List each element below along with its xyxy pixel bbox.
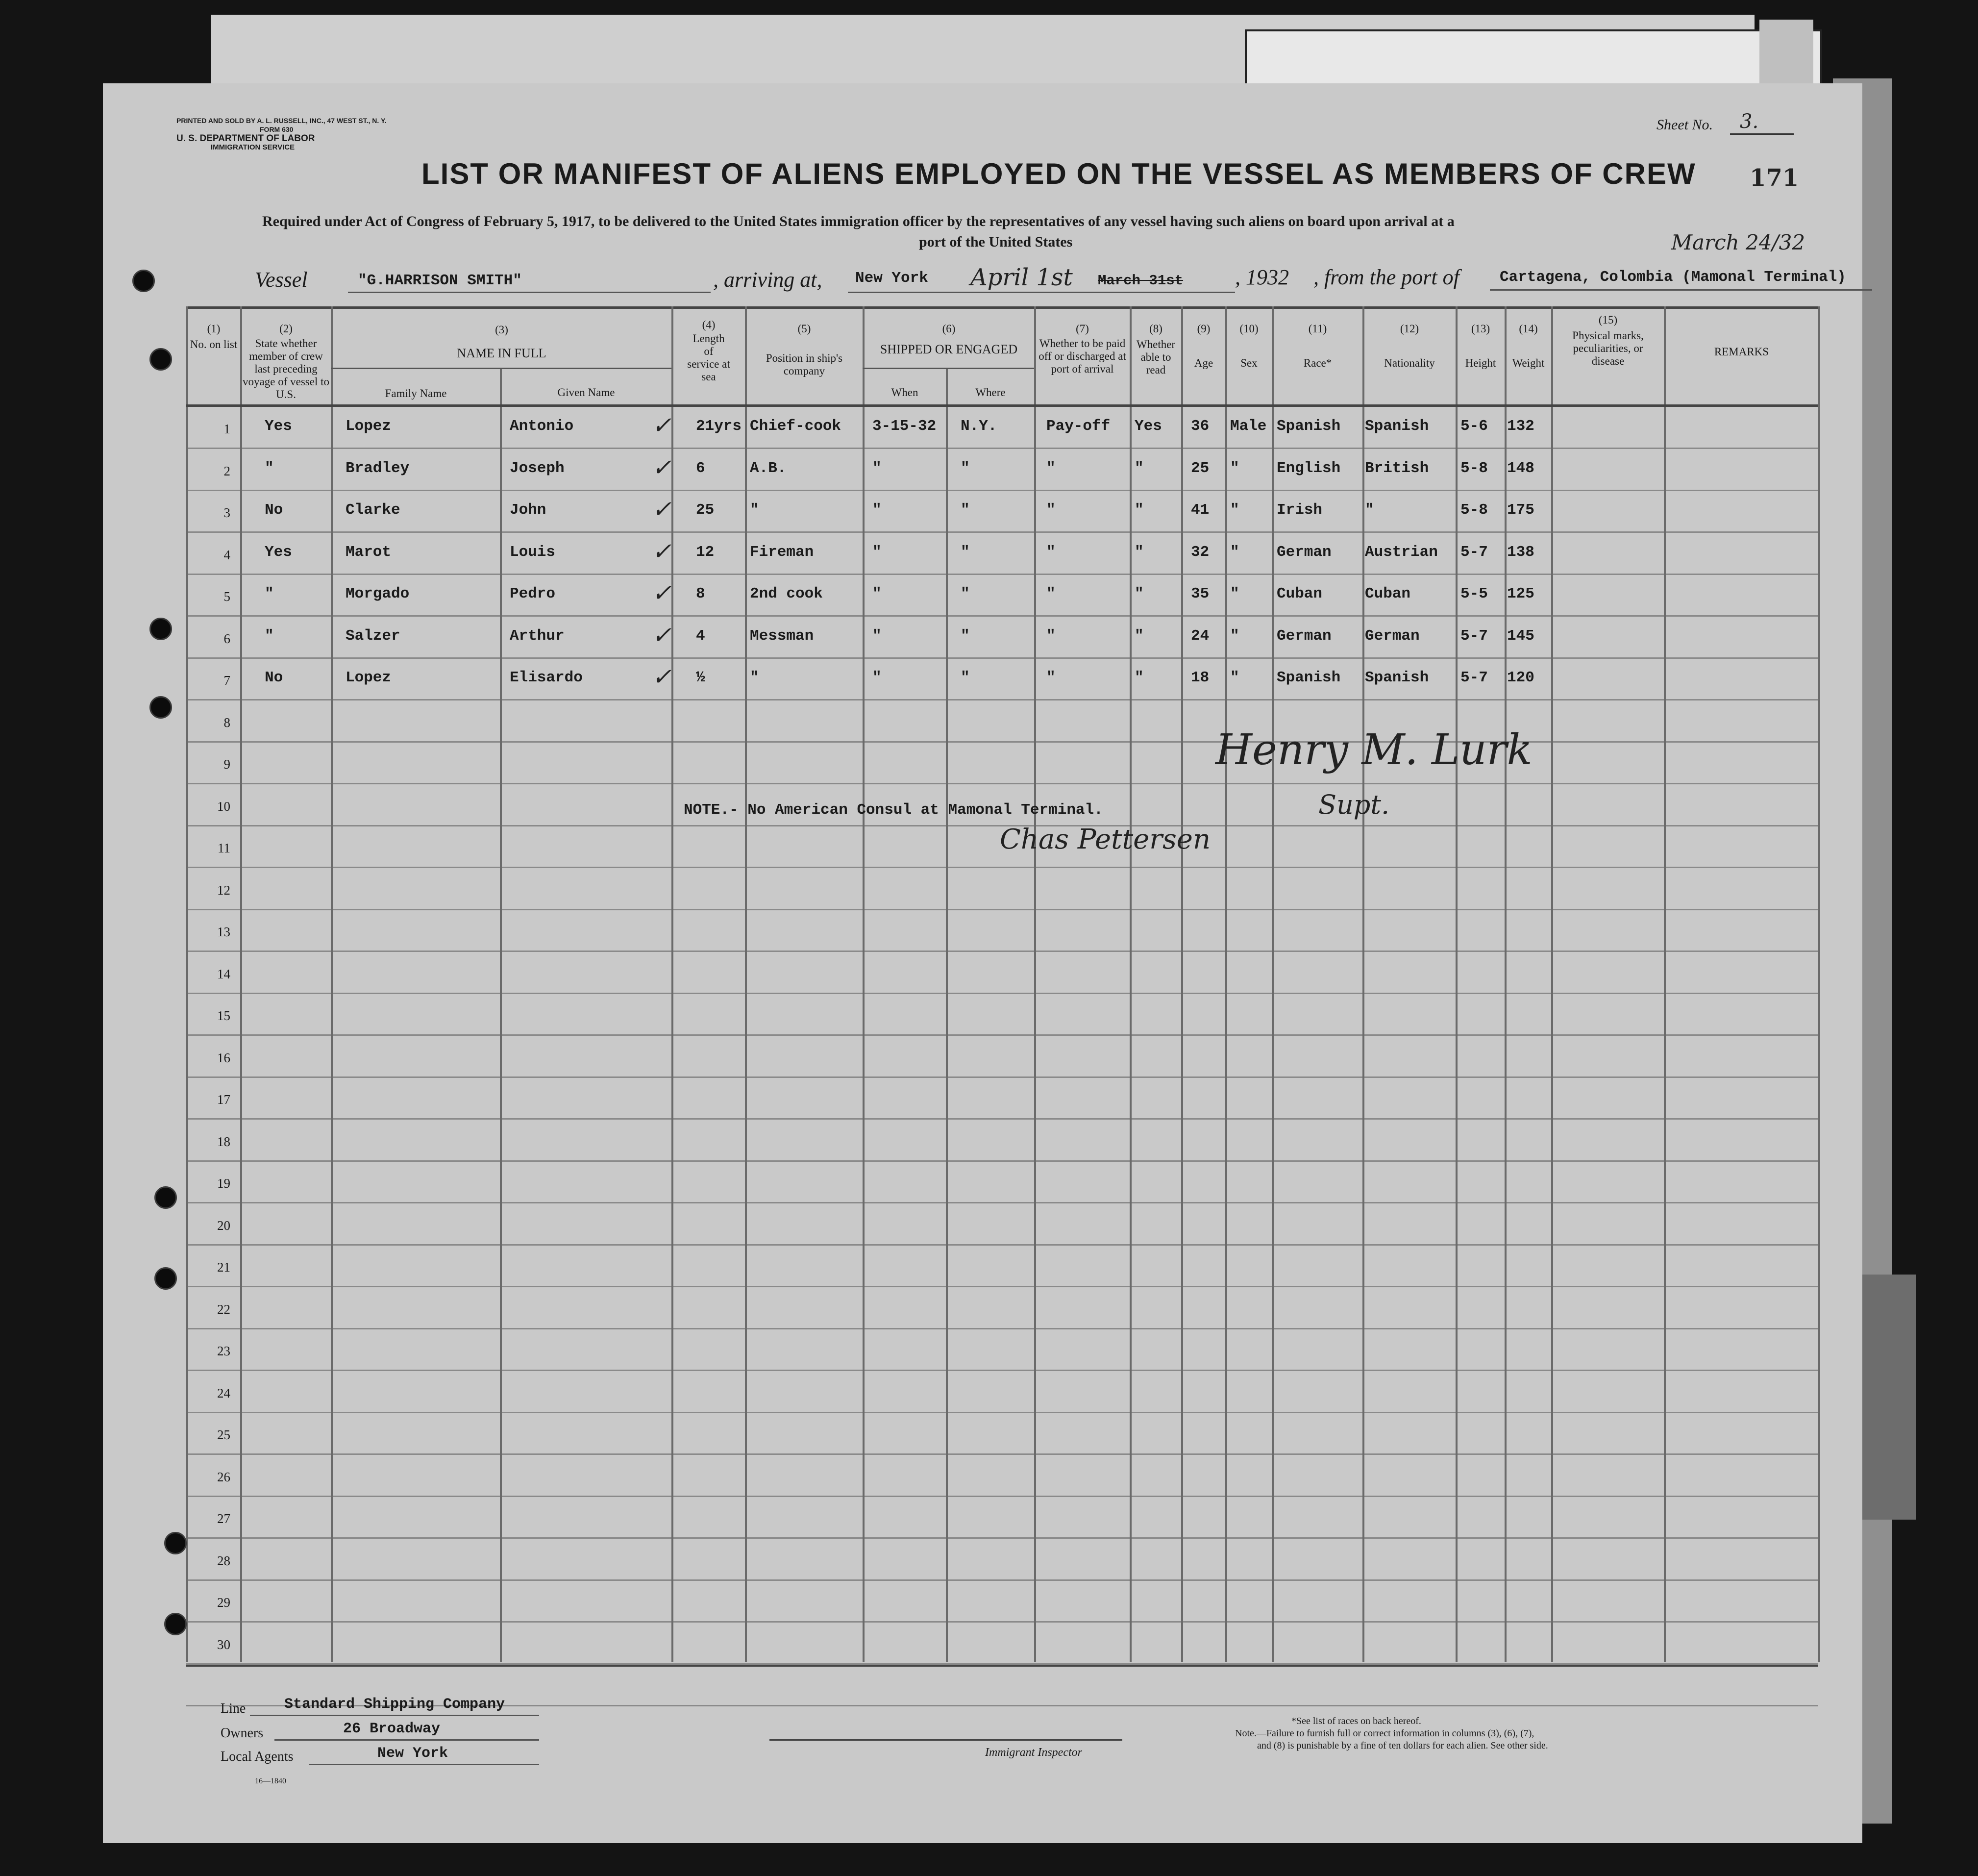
row-number: 3 [223,505,230,520]
row-rule [186,1412,1818,1413]
col11-number: (11) [1308,323,1327,335]
crew-nationality: Cuban [1365,585,1411,602]
crew-position: " [750,501,759,519]
col14-number: (14) [1519,323,1538,335]
department-name: U. S. DEPARTMENT OF LABOR [176,133,315,144]
table-right-border [1818,306,1820,1662]
row-rule [186,1244,1818,1246]
row-number: 1 [223,422,230,436]
vessel-name-underline [348,292,711,293]
col3-header: NAME IN FULL [457,346,546,360]
row-number: 27 [217,1511,230,1526]
col7-header: Whether to be paid off or discharged at port of arrival [1038,337,1126,375]
crew-position: Fireman [750,543,814,561]
row-number: 26 [217,1469,230,1484]
col11-header: Race* [1303,357,1332,369]
sheet-number-value: 3. [1740,110,1759,133]
crew-previous-voyage: " [265,627,274,645]
crew-weight: 175 [1507,501,1534,519]
col6-when-header: When [891,386,918,399]
column-divider-12 [1456,306,1458,1662]
row-number: 5 [223,589,230,604]
row-rule [186,615,1818,617]
crew-weight: 120 [1507,669,1534,686]
underlying-sheet-corner [1759,20,1813,83]
row-rule [186,993,1818,994]
crew-nationality: Austrian [1365,543,1438,561]
crew-shipped-where: " [961,459,970,477]
row-number: 14 [217,966,230,981]
crew-family-name: Lopez [346,418,392,435]
owners-underline [274,1739,539,1741]
crew-race: English [1277,459,1341,477]
inspector-signature: Chas Pettersen [1000,824,1211,855]
row-number: 24 [217,1385,230,1401]
column-divider-10 [1272,306,1274,1662]
crew-pay-off: " [1046,543,1056,561]
handwritten-date: March 24/32 [1671,230,1805,254]
row-rule [186,1621,1818,1623]
column-divider-15 [1664,306,1666,1662]
crew-sex: Male [1230,418,1267,435]
crew-height: 5-5 [1460,585,1488,602]
sheet-number-label: Sheet No. [1657,117,1713,133]
col7-number: (7) [1076,323,1089,335]
column-divider-3 [671,306,673,1662]
crew-shipped-where: N.Y. [961,418,997,435]
row-rule [186,490,1818,491]
row-rule [186,867,1818,868]
row-rule [186,531,1818,533]
crew-shipped-where: " [961,501,970,519]
row-number: 23 [217,1344,230,1358]
crew-service-length: 4 [696,627,705,645]
arriving-label: , arriving at, [713,268,822,292]
crew-given-name: Elisardo [510,669,583,686]
crew-age: 18 [1191,669,1210,686]
crew-age: 41 [1191,501,1210,519]
row-rule [186,699,1818,700]
row-rule [186,1537,1818,1539]
from-port-label: , from the port of [1313,265,1459,289]
row-number: 28 [217,1553,230,1568]
line-label: Line [221,1701,246,1716]
crew-age: 36 [1191,418,1210,435]
crew-service-length: ½ [696,669,705,686]
crew-able-to-read: " [1135,627,1144,645]
crew-family-name: Bradley [346,459,410,477]
column-divider-2 [331,306,333,1662]
crew-previous-voyage: No [265,669,283,686]
row-rule [186,1118,1818,1120]
row-number: 25 [217,1427,230,1442]
crew-previous-voyage: No [265,501,283,519]
crew-shipped-when: " [872,585,882,602]
column-divider-11 [1362,306,1364,1662]
arrival-year: , 1932 [1235,265,1289,289]
row-number: 13 [217,925,230,939]
page-number: 171 [1750,164,1799,192]
col4-header: Length of service at sea [687,332,730,383]
col15-number: (15) [1598,314,1618,326]
row-number: 15 [217,1008,230,1023]
arrival-date-struck: March 31st [1098,273,1184,289]
crew-height: 5-7 [1460,543,1488,561]
col12-number: (12) [1400,323,1419,335]
col10-number: (10) [1239,323,1259,335]
col3-family-header: Family Name [385,387,447,400]
crew-table [186,306,1818,1667]
crew-weight: 145 [1507,627,1534,645]
column-divider-3a [500,368,502,1662]
row-rule [186,951,1818,952]
crew-service-length: 6 [696,459,705,477]
crew-race: Cuban [1277,585,1323,602]
crew-family-name: Morgado [346,585,410,602]
crew-age: 35 [1191,585,1210,602]
col13-number: (13) [1471,323,1490,335]
crew-family-name: Lopez [346,669,392,686]
crew-service-length: 21yrs [696,418,742,435]
check-mark-icon: ✓ [652,412,672,439]
penalty-note-line-1: Note.—Failure to furnish full or correct information in columns (3), (6), (7), [1235,1728,1534,1739]
crew-given-name: Arthur [510,627,565,645]
crew-shipped-where: " [961,543,970,561]
crew-nationality: Spanish [1365,418,1429,435]
col1-number: (1) [207,323,221,335]
crew-age: 32 [1191,543,1210,561]
col5-header: Position in ship's company [766,352,843,377]
crew-shipped-where: " [961,669,970,686]
row-rule [186,909,1818,910]
crew-shipped-when: 3-15-32 [872,418,937,435]
from-port-underline [1490,289,1872,291]
consul-note: NOTE.- No American Consul at Mamonal Terminal. [684,801,1103,819]
agents-underline [309,1764,539,1765]
crew-pay-off: " [1046,501,1056,519]
col3-number: (3) [495,324,508,336]
race-note: *See list of races on back hereof. [1291,1716,1421,1726]
check-mark-icon: ✓ [652,621,672,649]
col10-header: Sex [1240,357,1258,369]
arriving-port: New York [855,270,928,287]
crew-height: 5-8 [1460,501,1488,519]
row-rule [186,1034,1818,1036]
crew-shipped-when: " [872,627,882,645]
master-signature: Henry M. Lurk [1215,725,1533,775]
crew-family-name: Salzer [346,627,400,645]
row-number: 6 [223,631,230,646]
col8-header: Whether able to read [1136,338,1176,376]
crew-height: 5-6 [1460,418,1488,435]
name-subheader-rule [331,368,671,369]
row-rule [186,448,1818,449]
master-title-signature: Supt. [1318,789,1390,820]
crew-sex: " [1230,585,1239,602]
crew-position: Messman [750,627,814,645]
col9-number: (9) [1197,323,1211,335]
vessel-name: "G.HARRISON SMITH" [358,272,522,289]
crew-sex: " [1230,669,1239,686]
crew-family-name: Clarke [346,501,400,519]
header-bottom-rule [186,404,1818,407]
arrival-date-underline [848,292,1235,293]
row-number: 10 [217,799,230,814]
crew-race: Spanish [1277,418,1341,435]
row-rule [186,1160,1818,1162]
form-subtitle-line-2: port of the United States [919,234,1073,250]
crew-sex: " [1230,543,1239,561]
binder-hole [149,618,172,640]
crew-previous-voyage: Yes [265,418,292,435]
row-rule [186,1370,1818,1371]
row-rule [186,1496,1818,1497]
crew-nationality: German [1365,627,1420,645]
form-title: LIST OR MANIFEST OF ALIENS EMPLOYED ON THE VESSEL AS MEMBERS OF CREW [421,157,1696,190]
column-divider-7 [1130,306,1132,1662]
printer-line: PRINTED AND SOLD BY A. L. RUSSELL, INC., 47 WEST ST., N. Y. [176,117,387,125]
crew-position: Chief-cook [750,418,841,435]
crew-able-to-read: " [1135,501,1144,519]
crew-position: " [750,669,759,686]
column-divider-13 [1505,306,1507,1662]
row-number: 21 [217,1260,230,1275]
crew-previous-voyage: " [265,459,274,477]
crew-pay-off: " [1046,585,1056,602]
crew-weight: 132 [1507,418,1534,435]
crew-position: 2nd cook [750,585,823,602]
crew-sex: " [1230,627,1239,645]
sheet-number-underline [1730,133,1794,135]
col1-header: No. on list [190,338,238,350]
crew-previous-voyage: Yes [265,543,292,561]
col9-header: Age [1194,357,1213,369]
crew-nationality: " [1365,501,1374,519]
column-divider-1 [240,306,242,1662]
owners-label: Owners [221,1726,264,1741]
inspector-label: Immigrant Inspector [985,1746,1082,1759]
crew-shipped-where: " [961,585,970,602]
crew-weight: 125 [1507,585,1534,602]
binder-hole [149,696,172,719]
binder-hole [164,1613,187,1635]
row-rule [186,741,1818,743]
crew-age: 24 [1191,627,1210,645]
crew-pay-off: " [1046,627,1056,645]
crew-given-name: Pedro [510,585,556,602]
row-number: 8 [223,715,230,730]
binder-hole [164,1532,187,1554]
remarks-header: REMARKS [1714,346,1769,358]
row-number: 11 [218,841,230,855]
column-divider-6a [946,368,948,1662]
col2-number: (2) [279,323,293,335]
crew-shipped-when: " [872,459,882,477]
col8-number: (8) [1149,323,1162,335]
crew-height: 5-7 [1460,669,1488,686]
crew-race: German [1277,627,1332,645]
crew-able-to-read: " [1135,669,1144,686]
crew-given-name: Louis [510,543,556,561]
crew-pay-off: Pay-off [1046,418,1111,435]
col6-header: SHIPPED OR ENGAGED [880,342,1018,356]
crew-weight: 148 [1507,459,1534,477]
crew-position: A.B. [750,459,787,477]
crew-shipped-when: " [872,669,882,686]
row-number: 7 [223,673,230,688]
row-number: 4 [223,547,230,562]
sheet-edge-shadow [1862,1275,1916,1520]
row-number: 16 [217,1050,230,1065]
row-number: 17 [217,1092,230,1107]
crew-able-to-read: " [1135,585,1144,602]
crew-previous-voyage: " [265,585,274,602]
row-rule [186,1202,1818,1203]
check-mark-icon: ✓ [652,579,672,607]
row-rule [186,1286,1818,1287]
col2-header: State whether member of crew last preceding voyage of vessel to U.S. [243,337,329,400]
row-number: 22 [217,1301,230,1317]
crew-able-to-read: " [1135,543,1144,561]
crew-race: German [1277,543,1332,561]
col15-header: Physical marks, peculiarities, or disease [1572,329,1644,367]
crew-shipped-when: " [872,501,882,519]
crew-shipped-where: " [961,627,970,645]
service-name: IMMIGRATION SERVICE [211,143,295,151]
line-value: Standard Shipping Company [284,1696,505,1713]
col13-header: Height [1465,357,1496,369]
row-number: 2 [223,463,230,478]
row-rule [186,574,1818,575]
crew-nationality: Spanish [1365,669,1429,686]
from-port: Cartagena, Colombia (Mamonal Terminal) [1500,269,1846,286]
row-number: 20 [217,1218,230,1233]
crew-able-to-read: " [1135,459,1144,477]
col12-header: Nationality [1384,357,1435,369]
check-mark-icon: ✓ [652,663,672,691]
column-divider-14 [1551,306,1553,1662]
line-underline [250,1715,539,1716]
row-rule [186,1663,1818,1665]
row-number: 29 [217,1595,230,1610]
crew-service-length: 8 [696,585,705,602]
crew-given-name: Antonio [510,418,574,435]
crew-weight: 138 [1507,543,1534,561]
row-rule [186,1579,1818,1581]
crew-race: Spanish [1277,669,1341,686]
crew-able-to-read: Yes [1135,418,1162,435]
binder-hole [149,348,172,371]
column-divider-8 [1181,306,1183,1662]
column-divider-4 [745,306,747,1662]
column-divider-9 [1225,306,1227,1662]
crew-given-name: Joseph [510,459,565,477]
vessel-label: Vessel [255,268,308,292]
col14-header: Weight [1512,357,1545,369]
form-code: 16—1840 [255,1777,286,1785]
column-divider-5 [863,306,865,1662]
col5-number: (5) [797,323,811,335]
crew-sex: " [1230,501,1239,519]
check-mark-icon: ✓ [652,453,672,481]
binder-hole [132,270,155,292]
row-number: 30 [217,1637,230,1652]
inspector-signature-line [769,1739,1122,1741]
crew-given-name: John [510,501,546,519]
manifest-sheet [103,83,1862,1843]
col3-given-header: Given Name [557,386,615,399]
crew-nationality: British [1365,459,1429,477]
arrival-date-handwritten: April 1st [970,264,1073,291]
crew-age: 25 [1191,459,1210,477]
table-left-border [186,306,188,1662]
row-number: 9 [223,757,230,772]
col6-number: (6) [942,323,956,335]
shipped-subheader-rule [863,368,1034,369]
row-rule [186,1453,1818,1455]
binder-hole [154,1186,177,1209]
binder-hole [154,1267,177,1290]
form-number: FORM 630 [260,125,294,133]
row-rule [186,1328,1818,1329]
crew-service-length: 12 [696,543,715,561]
crew-service-length: 25 [696,501,715,519]
row-rule [186,783,1818,784]
row-rule [186,1076,1818,1078]
col6-where-header: Where [975,386,1006,399]
form-subtitle-line-1: Required under Act of Congress of February 5, 1917, to be delivered to the United States immigration officer by the representatives of any vessel having such aliens on board upon arrival at a [262,213,1455,229]
crew-sex: " [1230,459,1239,477]
crew-family-name: Marot [346,543,392,561]
agents-value: New York [377,1745,448,1762]
owners-value: 26 Broadway [343,1721,441,1737]
crew-pay-off: " [1046,459,1056,477]
check-mark-icon: ✓ [652,537,672,565]
crew-race: Irish [1277,501,1323,519]
row-rule [186,657,1818,659]
row-number: 19 [217,1176,230,1191]
row-number: 18 [217,1134,230,1149]
agents-label: Local Agents [221,1749,294,1764]
crew-shipped-when: " [872,543,882,561]
crew-pay-off: " [1046,669,1056,686]
crew-height: 5-7 [1460,627,1488,645]
row-number: 12 [217,882,230,898]
crew-height: 5-8 [1460,459,1488,477]
check-mark-icon: ✓ [652,496,672,523]
penalty-note-line-2: and (8) is punishable by a fine of ten dollars for each alien. See other side. [1257,1740,1548,1751]
column-divider-6 [1034,306,1036,1662]
col4-number: (4) [702,319,716,331]
